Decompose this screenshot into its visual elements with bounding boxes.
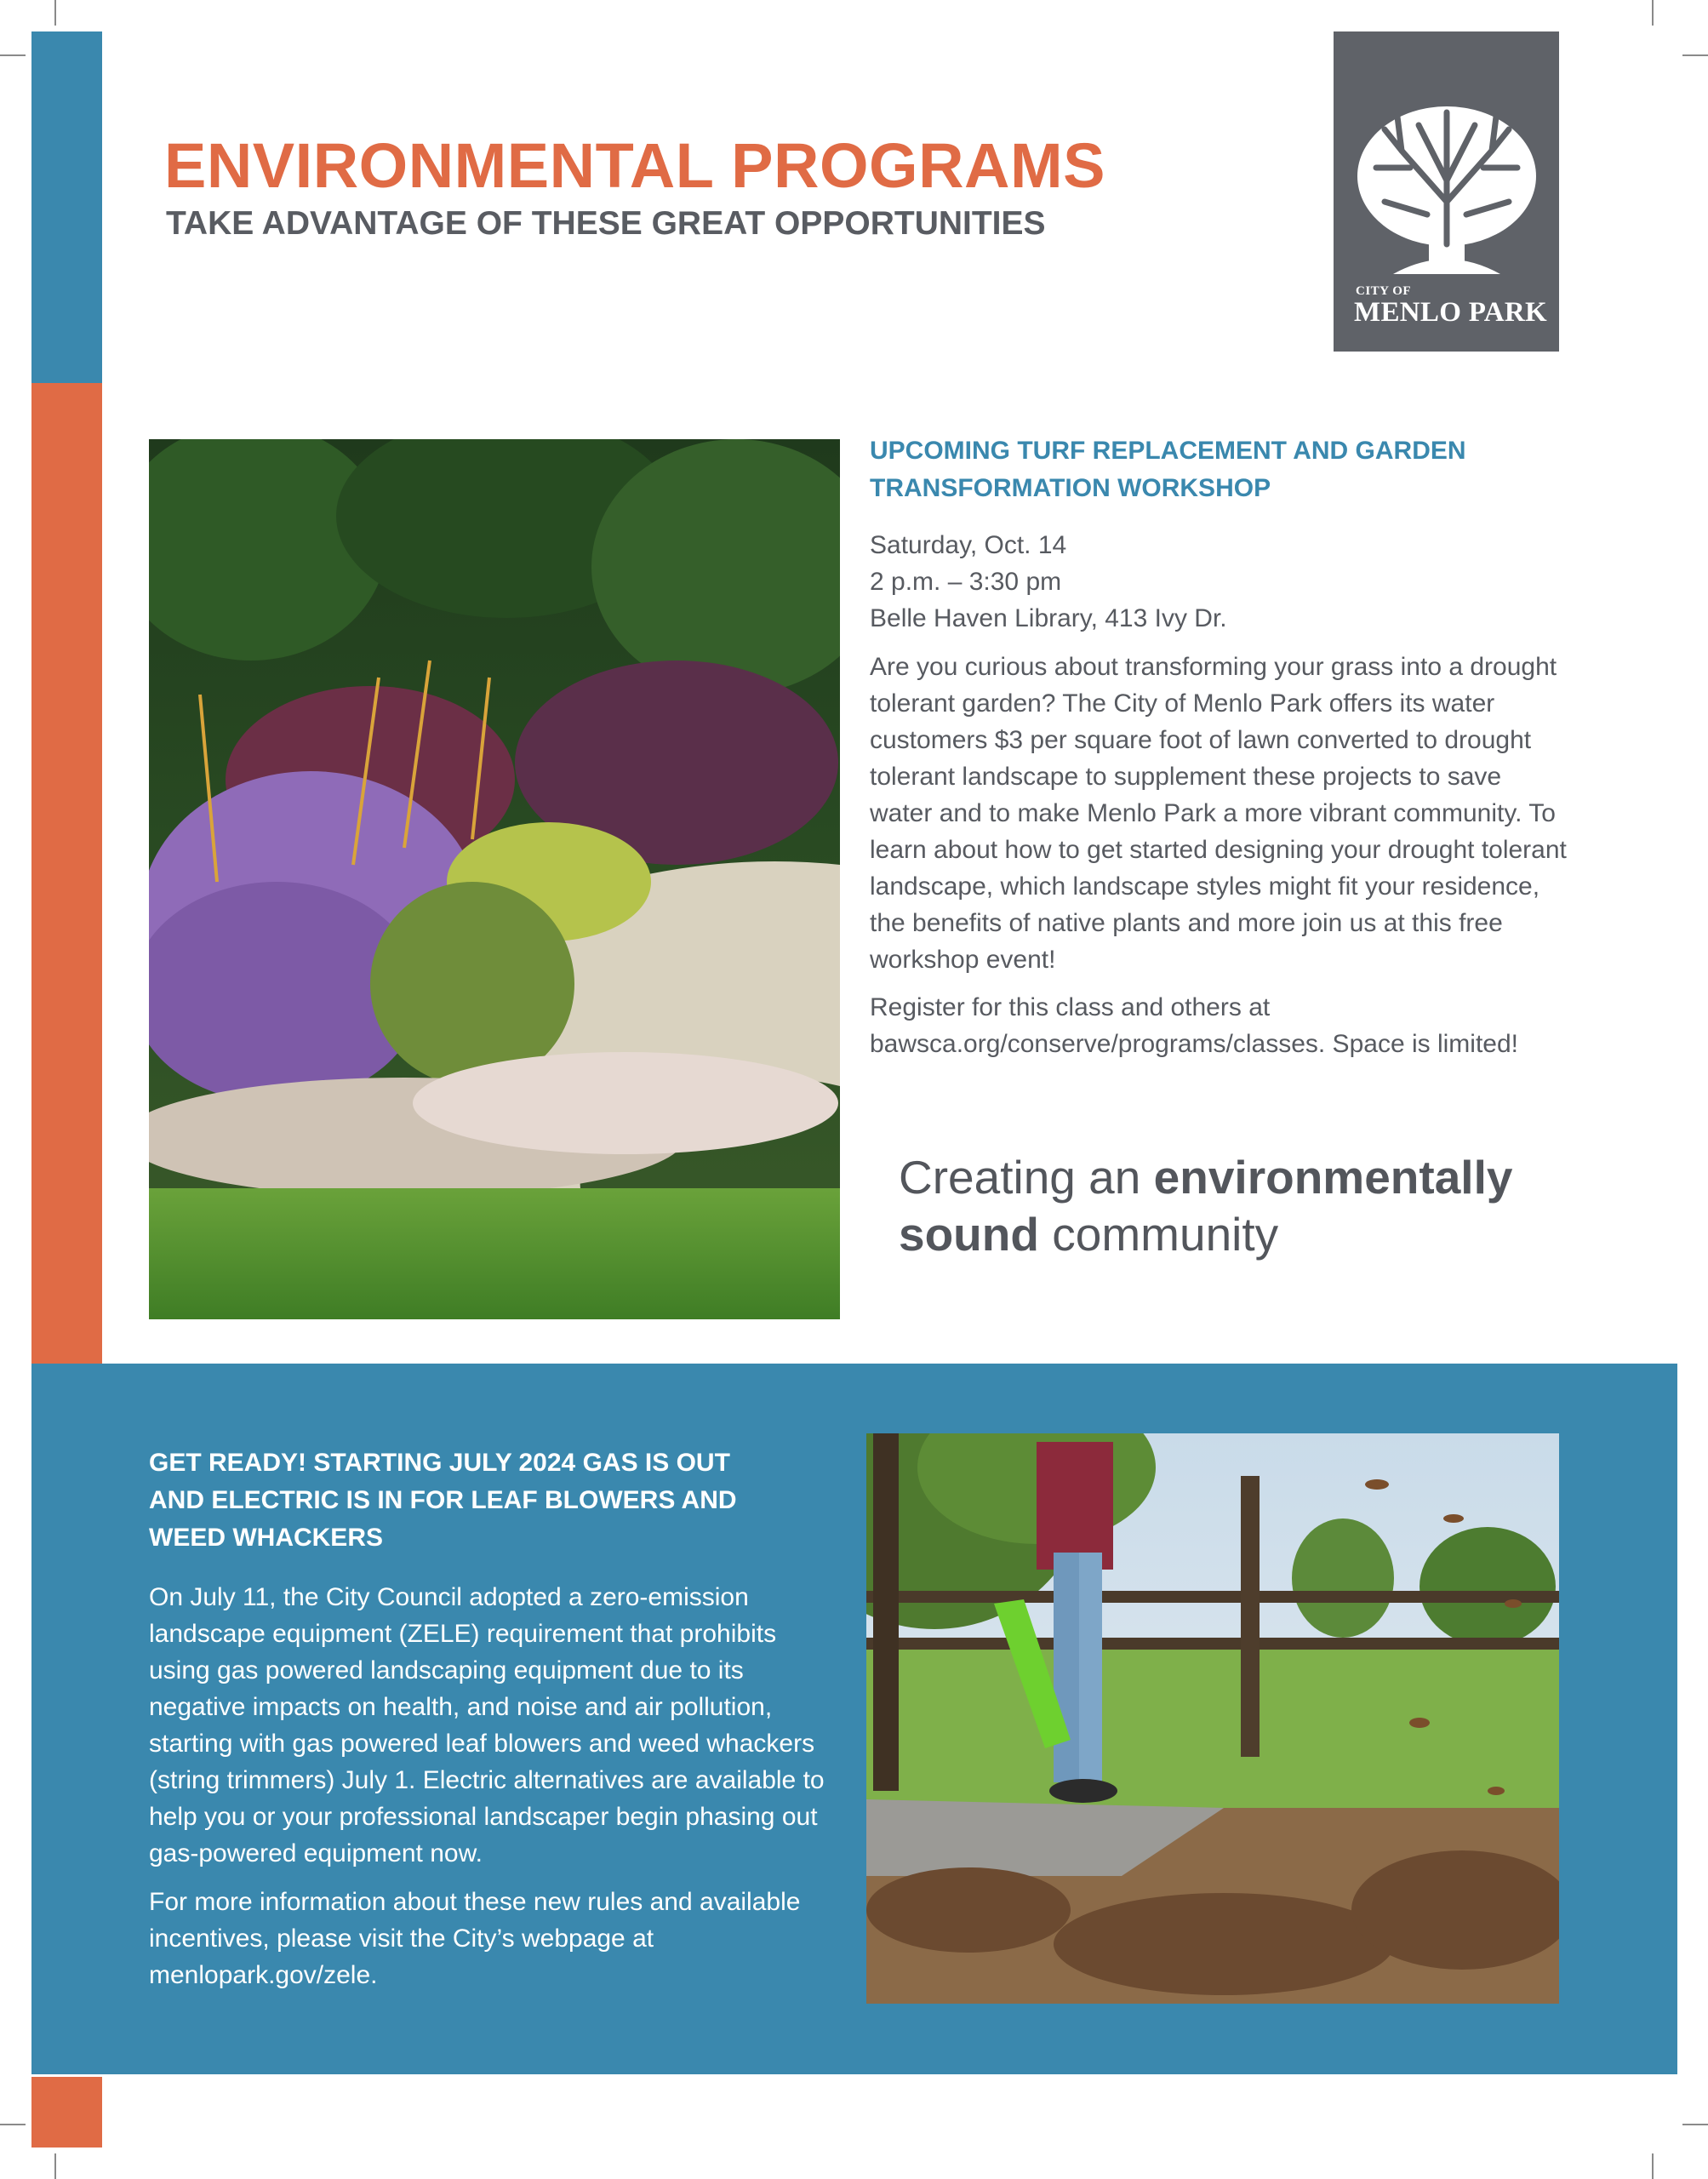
zele-heading-line2: AND ELECTRIC IS IN FOR LEAF BLOWERS AND [149, 1486, 737, 1514]
crop-mark [1682, 54, 1708, 56]
zele-heading-line1: GET READY! STARTING JULY 2024 GAS IS OUT [149, 1449, 730, 1477]
crop-mark [1682, 2124, 1708, 2125]
logo-name: MENLO PARK [1354, 297, 1547, 328]
crop-mark [54, 0, 56, 26]
tagline-part1: Creating an [899, 1151, 1154, 1204]
leaf-blower-photo [866, 1433, 1559, 2004]
workshop-location: Belle Haven Library, 413 Ivy Dr. [870, 604, 1227, 632]
side-bar-orange [31, 383, 102, 1366]
page-subtitle: TAKE ADVANTAGE OF THESE GREAT OPPORTUNITIES [166, 205, 1046, 242]
workshop-heading [870, 432, 1534, 507]
workshop-heading-line1: UPCOMING TURF REPLACEMENT AND GARDEN [870, 437, 1466, 465]
page-title: ENVIRONMENTAL PROGRAMS [164, 130, 1105, 201]
logo-city-of: CITY OF [1356, 284, 1412, 298]
zele-heading-line3: WEED WHACKERS [149, 1524, 383, 1552]
crop-mark [0, 54, 26, 56]
workshop-register-text: Register for this class and others at bawsca.org/conserve/programs/classes. Space is limited! [870, 993, 1518, 1058]
crop-mark [1652, 2153, 1654, 2179]
workshop-description: Are you curious about transforming your grass into a drought tolerant garden? The City of Menlo Park offers its water customers $3 per square foot of lawn converted to drought tolerant landscape to supplement these projects to save water and to make Menlo Park a more vibrant community. To learn about how to get started designing your drought tolerant landscape, which landscape styles might fit your residence, the benefits of native plants and more join us at this free workshop event! [870, 653, 1567, 974]
crop-mark [1652, 0, 1654, 26]
crop-mark [0, 2124, 26, 2125]
tagline-bold1: environmentally [1153, 1151, 1513, 1204]
side-bar-blue [31, 31, 102, 383]
tagline [899, 1149, 1545, 1263]
garden-photo [149, 439, 840, 1319]
crop-mark [54, 2153, 56, 2179]
side-bar-orange-bottom [31, 2077, 102, 2148]
workshop-date: Saturday, Oct. 14 [870, 531, 1067, 559]
zele-more-info: For more information about these new rules and available incentives, please visit the City’s webpage at menlopark.gov/zele. [149, 1888, 801, 1989]
workshop-time: 2 p.m. – 3:30 pm [870, 568, 1062, 596]
tagline-part2: community [1038, 1208, 1279, 1261]
city-logo [1334, 31, 1559, 352]
zele-heading [149, 1444, 796, 1557]
zele-description: On July 11, the City Council adopted a zero-emission landscape equipment (ZELE) requirement that prohibits using gas powered landscaping equipment due to its negative impacts on health, and noise and air pollution, starting with gas powered leaf blowers and weed whackers (string trimmers) July 1. Electric alternatives are available to help you or your professional landscaper begin phasing out gas-powered equipment now. [149, 1583, 825, 1867]
tagline-bold2: sound [899, 1208, 1039, 1261]
oak-tree-icon [1334, 31, 1559, 287]
workshop-heading-line2: TRANSFORMATION WORKSHOP [870, 474, 1271, 502]
